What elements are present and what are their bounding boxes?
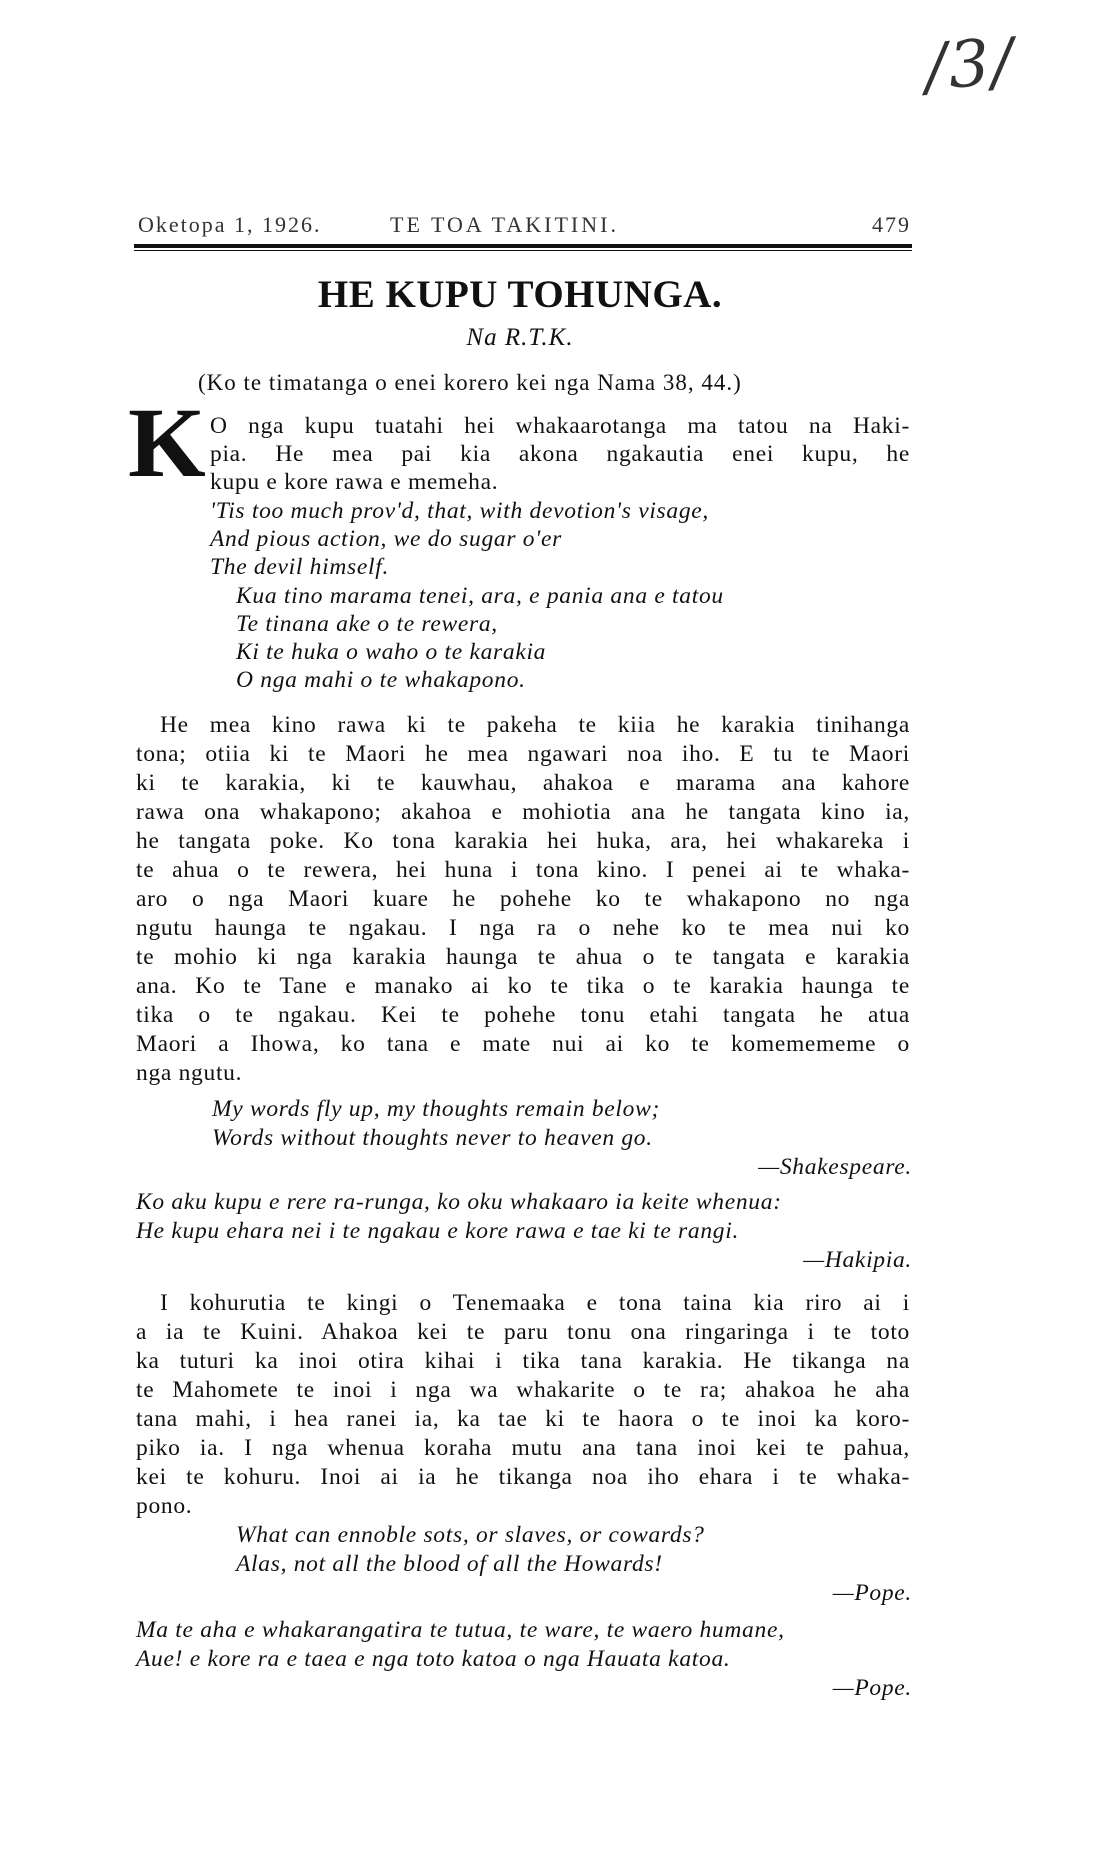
- header-page-number: 479: [872, 212, 911, 237]
- quote-attribution: —Pope.: [832, 1675, 912, 1701]
- quote-attribution: —Shakespeare.: [758, 1154, 912, 1180]
- paragraph-line: ana. Ko te Tane e manako ai ko te tika o te karakia haunga te: [136, 973, 910, 999]
- quote-line: The devil himself.: [210, 554, 390, 580]
- paragraph-line: te Mahomete te inoi i nga wa whakarite o te ra; ahakoa he aha: [136, 1377, 910, 1403]
- paragraph-line: Maori a Ihowa, ko tana e mate nui ai ko te komemememe o: [136, 1031, 910, 1057]
- header-publication: TE TOA TAKITINI.: [390, 212, 619, 237]
- paragraph-line: ka tuturi ka inoi otira kihai i tika tana karakia. He tikanga na: [136, 1348, 910, 1374]
- intro-line: pia. He mea pai kia akona ngakautia enei kupu, he: [210, 441, 910, 467]
- paragraph-line: tana mahi, i hea ranei ia, ka tae ki te haora o te inoi ka koro-: [136, 1406, 910, 1432]
- intro-line: kupu e kore rawa e memeha.: [210, 469, 499, 495]
- paragraph-line: a ia te Kuini. Ahakoa kei te paru tonu ona ringaringa i te toto: [136, 1319, 910, 1345]
- article-byline: Na R.T.K.: [466, 324, 574, 351]
- quote-attribution: —Pope.: [832, 1580, 912, 1606]
- paragraph-line: He mea kino rawa ki te pakeha te kiia he karakia tinihanga: [160, 712, 910, 738]
- paragraph-line: te mohio ki nga karakia haunga te ahua o te tangata e karakia: [136, 944, 910, 970]
- quote-line: Te tinana ake o te rewera,: [236, 611, 498, 637]
- quote-line: Alas, not all the blood of all the Howards!: [236, 1551, 663, 1577]
- quote-line: My words fly up, my thoughts remain below;: [212, 1096, 661, 1122]
- article-note: (Ko te timatanga o enei korero kei nga Nama 38, 44.): [198, 370, 742, 395]
- paragraph-line: te ahua o te rewera, hei huna i tona kino. I penei ai te whaka-: [136, 857, 910, 883]
- quote-line: What can ennoble sots, or slaves, or cowards?: [236, 1522, 705, 1548]
- paragraph-line: rawa ona whakapono; akahoa e mohiotia ana he tangata kino ia,: [136, 799, 910, 825]
- quote-line: Ko aku kupu e rere ra-runga, ko oku whakaaro ia keite whenua:: [136, 1189, 782, 1215]
- quote-line: And pious action, we do sugar o'er: [210, 526, 562, 552]
- drop-cap: K: [128, 387, 206, 498]
- paragraph-line: aro o nga Maori kuare he pohehe ko te whakapono no nga: [136, 886, 910, 912]
- header-rule-thin: [134, 250, 912, 251]
- article-title: HE KUPU TOHUNGA.: [317, 273, 723, 316]
- handwritten-page-mark: /3/: [922, 24, 1018, 106]
- paragraph-line: tona; otiia ki te Maori he mea ngawari noa iho. E tu te Maori: [136, 741, 910, 767]
- quote-line: Kua tino marama tenei, ara, e pania ana e tatou: [236, 583, 724, 609]
- quote-line: Ki te huka o waho o te karakia: [236, 639, 547, 665]
- header-date: Oketopa 1, 1926.: [138, 212, 322, 237]
- paragraph-line: he tangata poke. Ko tona karakia hei huka, ara, hei whakareka i: [136, 828, 910, 854]
- paragraph-line: tika o te ngakau. Kei te pohehe tonu etahi tangata he atua: [136, 1002, 910, 1028]
- quote-line: Aue! e kore ra e taea e nga toto katoa o nga Hauata katoa.: [136, 1646, 731, 1672]
- quote-line: Words without thoughts never to heaven go.: [212, 1125, 653, 1151]
- paragraph-line: kei te kohuru. Inoi ai ia he tikanga noa iho ehara i te whaka-: [136, 1464, 910, 1490]
- quote-line: He kupu ehara nei i te ngakau e kore rawa e tae ki te rangi.: [136, 1218, 740, 1244]
- paragraph-line: ngutu haunga te ngakau. I nga ra o nehe ko te mea nui ko: [136, 915, 910, 941]
- intro-line: O nga kupu tuatahi hei whakaarotanga ma tatou na Haki-: [210, 413, 910, 439]
- quote-line: 'Tis too much prov'd, that, with devotion's visage,: [210, 498, 709, 524]
- paragraph-line: piko ia. I nga whenua koraha mutu ana tana inoi kei te pahua,: [136, 1435, 910, 1461]
- running-header: [138, 212, 911, 242]
- paragraph-line: ki te karakia, ki te kauwhau, ahakoa e marama ana kahore: [136, 770, 910, 796]
- paragraph-line: nga ngutu.: [136, 1060, 243, 1086]
- paragraph-line: pono.: [136, 1493, 193, 1519]
- quote-line: Ma te aha e whakarangatira te tutua, te ware, te waero humane,: [136, 1617, 785, 1643]
- header-rule-thick: [134, 244, 912, 248]
- quote-line: O nga mahi o te whakapono.: [236, 667, 526, 693]
- paragraph-line: I kohurutia te kingi o Tenemaaka e tona taina kia riro ai i: [160, 1290, 910, 1316]
- quote-attribution: —Hakipia.: [803, 1247, 912, 1273]
